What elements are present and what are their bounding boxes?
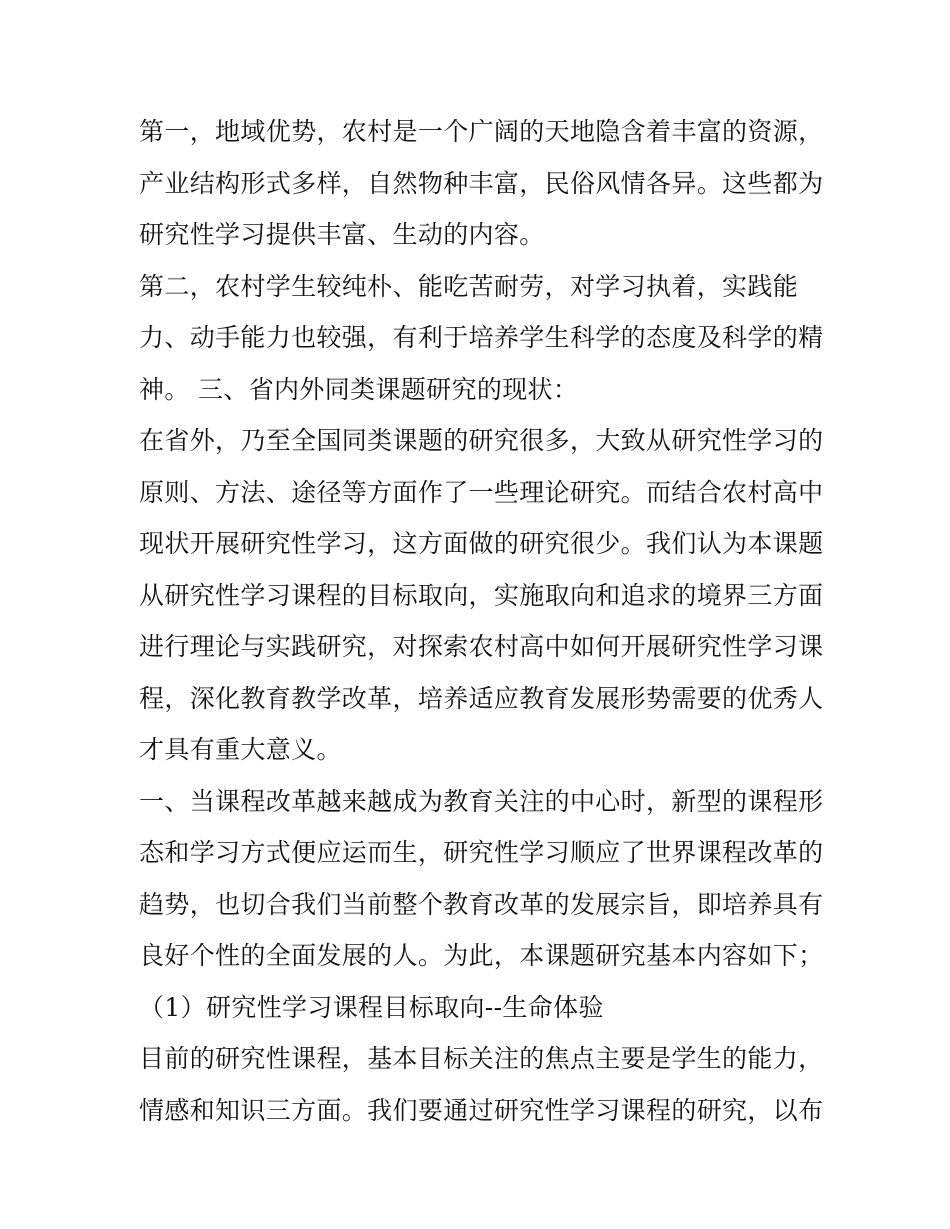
- text-line: 程，深化教育教学改革，培养适应教育发展形势需要的优秀人: [139, 683, 824, 713]
- text-line: 一、当课程改革越来越成为教育关注的中心时，新型的课程形: [139, 786, 824, 816]
- text-line: 力、动手能力也较强，有利于培养学生科学的态度及科学的精: [139, 323, 824, 352]
- text-line: 产业结构形式多样，自然物种丰富，民俗风情各异。这些都为: [139, 168, 824, 198]
- text-line: 趋势，也切合我们当前整个教育改革的发展宗旨，即培养具有: [139, 889, 824, 919]
- text-line: 第一，地域优势，农村是一个广阔的天地隐含着丰富的资源，: [139, 117, 824, 146]
- text-line: 态和学习方式便应运而生，研究性学习顺应了世界课程改革的: [139, 838, 824, 867]
- text-line: 研究性学习提供丰富、生动的内容。: [139, 220, 545, 249]
- text-line: 情感和知识三方面。我们要通过研究性学习课程的研究，以布: [139, 1095, 824, 1125]
- text-line: 进行理论与实践研究，对探索农村高中如何开展研究性学习课: [139, 632, 824, 661]
- text-line: 才具有重大意义。: [139, 735, 342, 764]
- text-line: 目前的研究性课程，基本目标关注的焦点主要是学生的能力，: [139, 1044, 824, 1073]
- text-line: 原则、方法、途径等方面作了一些理论研究。而结合农村高中: [139, 477, 824, 507]
- text-line: 从研究性学习课程的目标取向，实施取向和追求的境界三方面: [139, 580, 824, 610]
- text-line: 第二，农村学生较纯朴、能吃苦耐劳，对学习执着，实践能: [139, 271, 799, 301]
- document-body: [139, 106, 824, 1136]
- text-line: 在省外，乃至全国同类课题的研究很多，大致从研究性学习的: [139, 426, 824, 455]
- text-line: 神。 三、省内外同类课题研究的现状：: [139, 374, 579, 404]
- text-line: （1）研究性学习课程目标取向--生命体验: [139, 992, 604, 1022]
- text-line: 现状开展研究性学习，这方面做的研究很少。我们认为本课题: [139, 529, 824, 558]
- text-line: 良好个性的全面发展的人。为此，本课题研究基本内容如下；: [139, 941, 824, 970]
